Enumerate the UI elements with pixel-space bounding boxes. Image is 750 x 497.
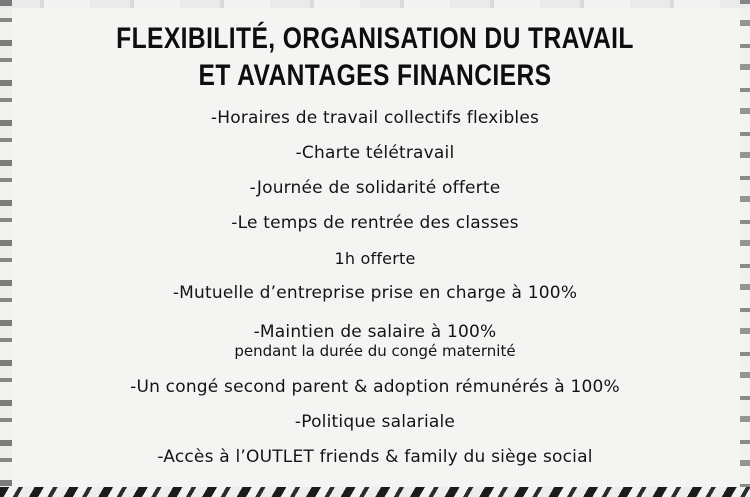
- left-edge-texture: [0, 0, 12, 497]
- right-edge-texture: [740, 0, 750, 497]
- list-item: [20, 405, 730, 440]
- list-item: [20, 136, 730, 171]
- benefit-salary-maintenance: -Maintien de salaire à 100%: [253, 322, 497, 342]
- benefit-health-insurance: -Mutuelle d’entreprise prise en charge à 100%: [172, 283, 578, 303]
- benefit-outlet-access: -Accès à l’OUTLET friends & family du siège social: [157, 447, 593, 467]
- heading-line-1: FLEXIBILITÉ, ORGANISATION DU TRAVAIL: [116, 22, 634, 55]
- list-item: [20, 440, 730, 475]
- bottom-edge-texture: [0, 487, 750, 497]
- list-item: [20, 370, 730, 405]
- heading-line-2: ET AVANTAGES FINANCIERS: [198, 59, 552, 92]
- benefit-flexible-hours: -Horaires de travail collectifs flexibles: [210, 108, 540, 128]
- document-heading: [84, 20, 666, 94]
- benefit-back-to-school: -Le temps de rentrée des classes: [231, 213, 519, 233]
- list-item: [20, 315, 730, 360]
- benefit-salary-maintenance-detail: pendant la durée du congé maternité: [234, 342, 516, 360]
- benefits-document: [20, 20, 730, 480]
- list-item: [20, 101, 730, 136]
- list-item: [20, 171, 730, 206]
- benefits-list: [20, 101, 730, 475]
- benefit-back-to-school-detail: 1h offerte: [334, 249, 416, 268]
- benefit-salary-policy: -Politique salariale: [294, 412, 456, 432]
- list-item: [20, 206, 730, 241]
- top-edge-texture: [0, 0, 750, 8]
- list-item: [20, 241, 730, 276]
- benefit-telework: -Charte télétravail: [295, 143, 455, 163]
- benefit-second-parent-leave: -Un congé second parent & adoption rémunérés à 100%: [130, 377, 620, 397]
- list-item: [20, 276, 730, 311]
- benefit-solidarity-day: -Journée de solidarité offerte: [249, 178, 501, 198]
